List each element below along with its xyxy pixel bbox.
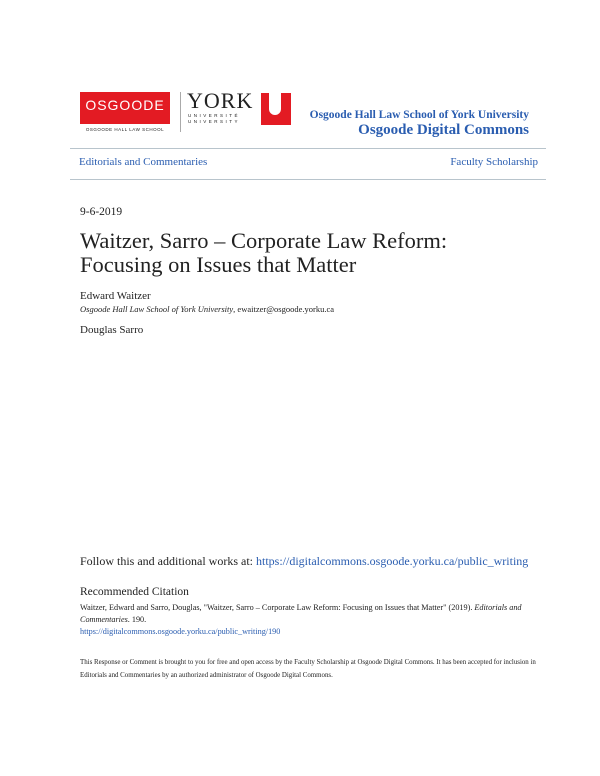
osgoode-logo-text: OSGOODE (85, 97, 165, 113)
nav-link-editorials[interactable]: Editorials and Commentaries (79, 156, 208, 168)
york-sub-en: UNIVERSITY (188, 119, 241, 124)
osgoode-logo (80, 92, 170, 124)
citation-heading: Recommended Citation (80, 586, 189, 598)
footer-notice: This Response or Comment is brought to you for free and open access by the Faculty Scholarship at Osgoode Digital Commons. It has been accepted for inclusion in Editorials and Commentaries by an authorized administrator of Osgoode Digital Commons. (80, 659, 536, 679)
follow-link[interactable]: https://digitalcommons.osgoode.yorku.ca/public_writing (256, 554, 529, 568)
citation-number: . 190. (127, 615, 147, 624)
nav-link-faculty-scholarship[interactable]: Faculty Scholarship (450, 156, 538, 168)
publication-date: 9-6-2019 (80, 206, 123, 218)
nav-rule (70, 179, 546, 180)
affiliation-text: Osgoode Hall Law School of York University (80, 304, 234, 314)
document-title: Waitzer, Sarro – Corporate Law Reform: Focusing on Issues that Matter (80, 228, 448, 277)
york-u-logo (261, 93, 291, 125)
follow-label: Follow this and additional works at: (80, 554, 256, 568)
header-rule (70, 148, 546, 149)
author-name: Edward Waitzer (80, 290, 151, 302)
citation-text (80, 602, 540, 638)
citation-body: Waitzer, Edward and Sarro, Douglas, "Waitzer, Sarro – Corporate Law Reform: Focusing on Issues that Matter" (2019). (80, 603, 475, 612)
logo-divider (180, 92, 181, 132)
citation-series: Editorials and Commentaries (80, 603, 522, 624)
institution-name: Osgoode Hall Law School of York University (309, 109, 529, 121)
author-name: Douglas Sarro (80, 324, 144, 336)
osgoode-logo-subtitle: OSGOODE HALL LAW SCHOOL (85, 127, 165, 132)
author-affiliation: Osgoode Hall Law School of York University, ewaitzer@osgoode.yorku.ca (80, 304, 334, 314)
citation-link[interactable]: https://digitalcommons.osgoode.yorku.ca/public_writing/190 (80, 627, 281, 636)
author-email[interactable]: ewaitzer@osgoode.yorku.ca (237, 304, 334, 314)
york-logo-text: YORK (187, 88, 254, 113)
york-logo-subtitle (188, 113, 240, 125)
york-sub-fr: UNIVERSITÉ (188, 113, 241, 118)
follow-line (80, 554, 528, 569)
repository-name[interactable]: Osgoode Digital Commons (358, 122, 529, 138)
